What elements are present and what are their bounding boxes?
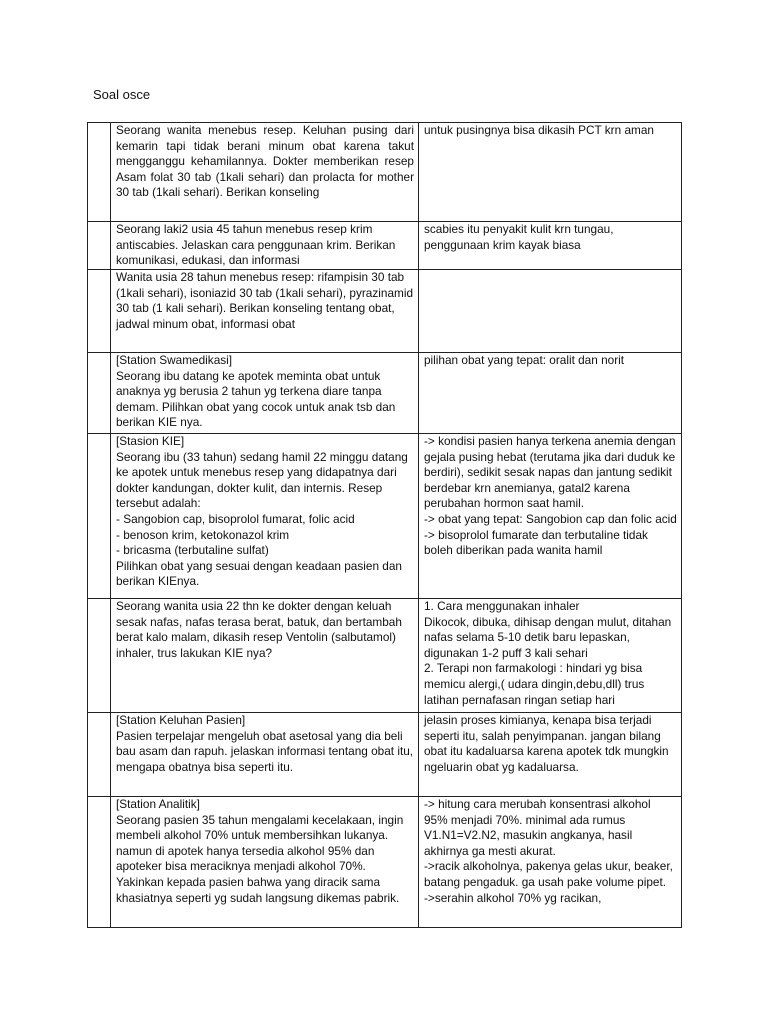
row-number-cell (88, 713, 111, 797)
question-cell (111, 434, 419, 599)
question-cell (111, 713, 419, 797)
row-number-cell (88, 797, 111, 928)
question-cell (111, 222, 419, 270)
answer-cell (419, 599, 682, 713)
question-cell (111, 353, 419, 434)
answer-text: pilihan obat yang tepat: oralit dan norit (424, 353, 625, 367)
question-cell (111, 599, 419, 713)
answer-cell (419, 123, 682, 222)
answer-text: untuk pusingnya bisa dikasih PCT krn aman (424, 123, 654, 137)
question-text: Seorang wanita usia 22 thn ke dokter dengan keluah sesak nafas, nafas terasa berat, batuk, dan bertambah berat kalo malam, dikasih resep Ventolin (salbutamol) inhaler, trus lakukan KIE nya? (116, 599, 402, 660)
answer-text: 1. Cara menggunakan inhaler Dikocok, dibuka, dihisap dengan mulut, ditahan nafas selama 5-10 detik baru lepaskan, digunakan 1-2 puff 3 kali sehari 2. Terapi non farmakologi : hindari yg bisa memicu alergi,( udara dingin,debu,dll) trus latihan pernafasan ringan setiap hari (424, 599, 672, 707)
answer-cell (419, 353, 682, 434)
document-title: Soal osce (93, 87, 151, 102)
table-row (88, 434, 682, 599)
row-number-cell (88, 222, 111, 270)
answer-cell (419, 222, 682, 270)
question-text: Wanita usia 28 tahun menebus resep: rifampisin 30 tab (1kali sehari), isoniazid 30 tab (1kali sehari), pyrazinamid 30 tab (1 kali sehari). Berikan konseling tentang obat, jadwal minum obat, informasi obat (116, 270, 414, 331)
question-cell (111, 797, 419, 928)
table-row (88, 599, 682, 713)
question-text: [Station Swamedikasi] Seorang ibu datang ke apotek meminta obat untuk anaknya yg berusia 2 tahun yg terkena diare tanpa demam. Pilihkan obat yang cocok untuk anak tsb dan berikan KIE nya. (116, 353, 396, 430)
answer-cell (419, 713, 682, 797)
osce-questions-table (87, 122, 682, 928)
question-cell (111, 270, 419, 353)
row-number-cell (88, 353, 111, 434)
answer-cell (419, 797, 682, 928)
table-row (88, 222, 682, 270)
answer-cell (419, 270, 682, 353)
table-row (88, 797, 682, 928)
row-number-cell (88, 270, 111, 353)
question-text: [Station Analitik] Seorang pasien 35 tahun mengalami kecelakaan, ingin membeli alkohol 70% untuk membersihkan lukanya. namun di apotek hanya tersedia alkohol 95% dan apoteker bisa meraciknya menjadi alkohol 70%. Yakinkan kepada pasien bahwa yang diracik sama khasiatnya seperti yg sudah langsung dikemas pabrik. (116, 797, 404, 905)
answer-text: -> kondisi pasien hanya terkena anemia dengan gejala pusing hebat (terutama jika dari duduk ke berdiri), sedikit sesak napas dan jantung sedikit berdebar krn anemianya, gatal2 karena perubahan hormon saat hamil. -> obat yang tepat: Sangobion cap dan folic acid -> bisoprolol fumarate dan terbutaline tidak boleh diberikan pada wanita hamil (424, 434, 677, 558)
row-number-cell (88, 599, 111, 713)
answer-cell (419, 434, 682, 599)
table-row (88, 123, 682, 222)
answer-text: scabies itu penyakit kulit krn tungau, penggunaan krim kayak biasa (424, 222, 614, 252)
question-text: [Stasion KIE] Seorang ibu (33 tahun) sedang hamil 22 minggu datang ke apotek untuk menebus resep yang didapatnya dari dokter kandungan, dokter kulit, dan internis. Resep tersebut adalah: - Sangobion cap, bisoprolol fumarat, folic acid - benoson krim, ketokonazol krim - bricasma (terbutaline sulfat) Pilihkan obat yang sesuai dengan keadaan pasien dan berikan KIEnya. (116, 434, 408, 589)
answer-text: -> hitung cara merubah konsentrasi alkohol 95% menjadi 70%. minimal ada rumus V1.N1=V2.N2, masukin angkanya, hasil akhirnya ga mesti akurat. ->racik alkoholnya, pakenya gelas ukur, beaker, batang pengaduk. ga usah pake volume pipet. ->serahin alkohol 70% yg racikan, (424, 797, 673, 905)
question-cell (111, 123, 419, 222)
question-text: Seorang wanita menebus resep. Keluhan pusing dari kemarin tapi tidak berani minum obat karena takut mengganggu kehamilannya. Dokter memberikan resep Asam folat 30 tab (1kali sehari) dan prolacta for mother 30 tab (1kali sehari). Berikan konseling (116, 123, 414, 200)
question-text: Seorang laki2 usia 45 tahun menebus resep krim antiscabies. Jelaskan cara penggunaan krim. Berikan komunikasi, edukasi, dan informasi (116, 222, 396, 268)
answer-text: jelasin proses kimianya, kenapa bisa terjadi seperti itu, salah penyimpanan. jangan bilang obat itu kadaluarsa karena apotek tdk mungkin ngeluarin obat yg kadaluarsa. (424, 713, 669, 774)
table-row (88, 713, 682, 797)
row-number-cell (88, 123, 111, 222)
table-row (88, 270, 682, 353)
table-row (88, 353, 682, 434)
question-text: [Station Keluhan Pasien] Pasien terpelajar mengeluh obat asetosal yang dia beli bau asam dan rapuh. jelaskan informasi tentang obat itu, mengapa obatnya bisa seperti itu. (116, 713, 414, 774)
row-number-cell (88, 434, 111, 599)
